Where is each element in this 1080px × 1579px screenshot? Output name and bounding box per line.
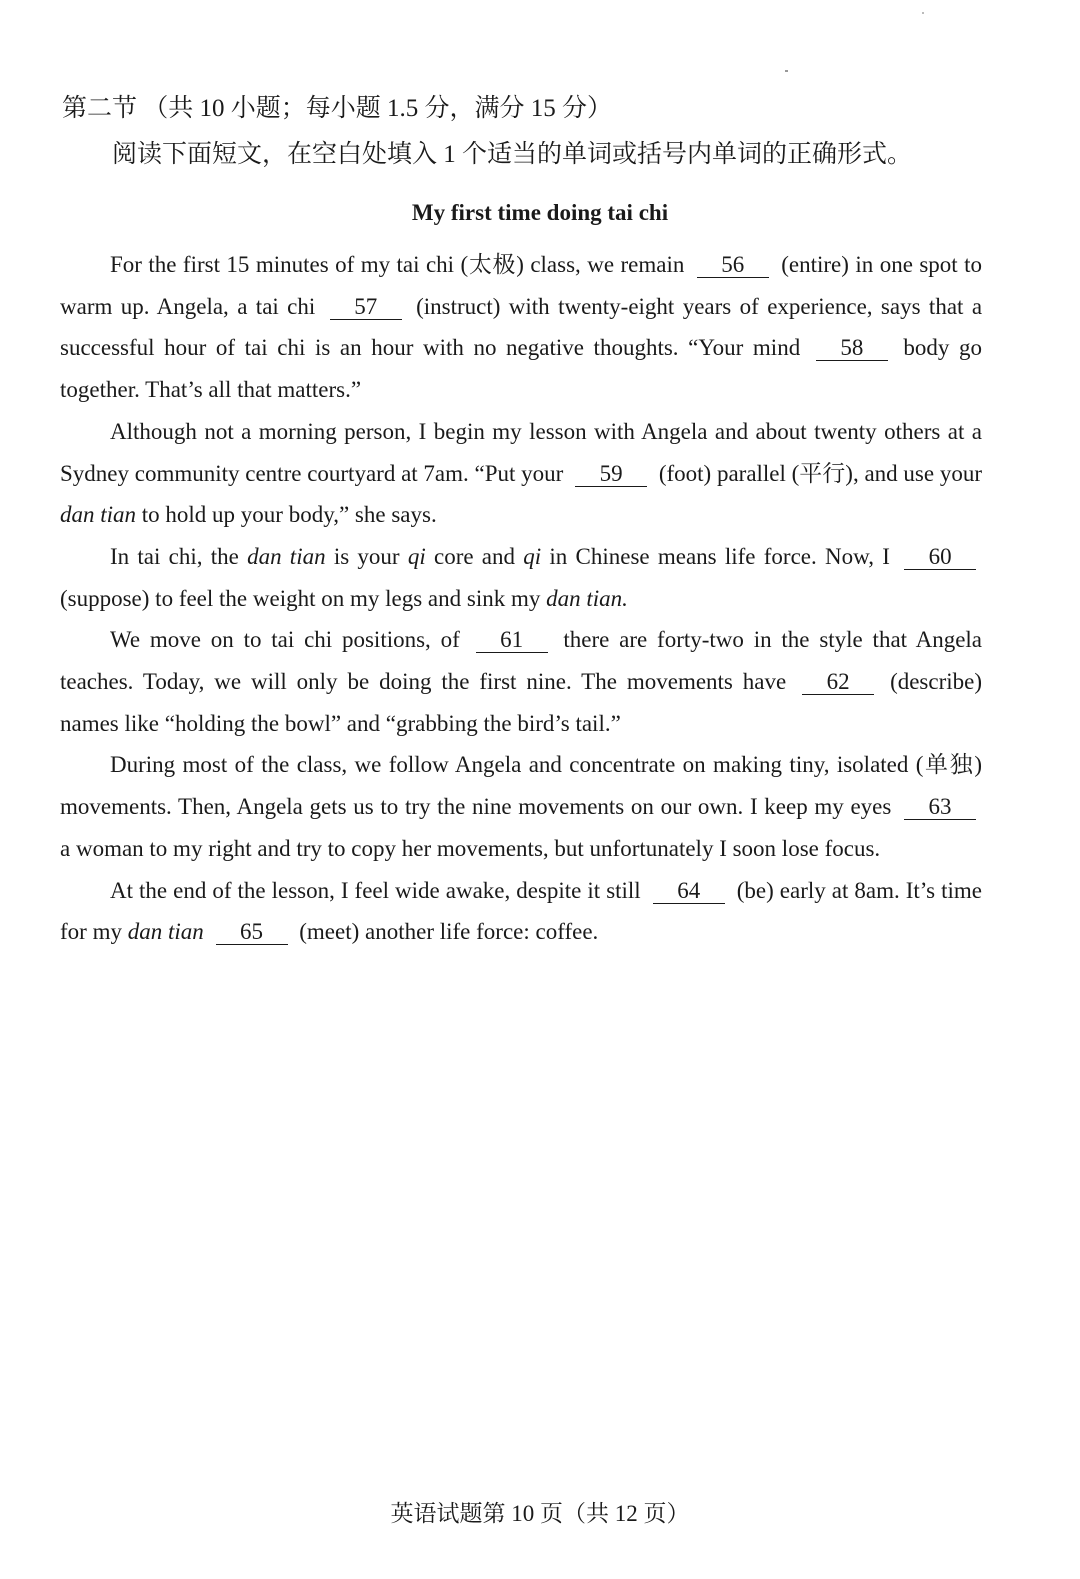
paragraph [60,536,982,619]
italic-term: qi [407,543,426,569]
scan-speck [922,12,924,14]
passage-title: My first time doing tai chi [411,200,669,225]
answer-blank-59[interactable]: 59 [575,462,647,487]
passage-text: in Chinese means life force. Now, I [549,543,890,569]
passage-text: During most of the class, we follow Angela and concentrate on making tiny, isolated (单独) movements. Then, Angela gets us to try the nine movements on our own. I keep my eyes [60,752,982,820]
italic-term: dan tian. [546,585,628,611]
italic-term: qi [523,543,542,569]
passage-text: (instruct) with twenty-eight years of experience, says that a successful hour of tai chi is an hour with no negative thoughts. “Your mind [60,293,983,361]
passage-text: (be) early at 8am. It’s time for my [60,877,982,945]
answer-blank-56[interactable]: 56 [697,253,769,278]
passage-text: (describe) names like “holding the bowl” and “grabbing the bird’s tail.” [60,669,983,736]
italic-term: dan tian [60,502,137,528]
answer-blank-62[interactable]: 62 [802,670,874,695]
passage-text: is your [333,543,400,569]
passage-text: (foot) parallel (平行), and use your [658,460,982,486]
passage-text: At the end of the lesson, I feel wide awake, despite it still [110,877,641,903]
passage-text: Although not a morning person, I begin my lesson with Angela and about twenty others at a Sydney community centre courtyard at 7am. “Put your [60,418,982,486]
passage-text: a woman to my right and try to copy her movements, but unfortunately I soon lose focus. [60,835,881,861]
italic-term: dan tian [127,919,204,945]
instructions: 阅读下面短文，在空白处填入 1 个适当的单词或括号内单词的正确形式。 [112,141,913,168]
answer-blank-63[interactable]: 63 [904,795,976,820]
passage-text: core and [433,543,516,569]
answer-blank-60[interactable]: 60 [904,545,976,570]
passage-text: body go together. That’s all that matters.” [60,335,983,403]
passage-text: We move on to tai chi positions, of [110,627,460,653]
section-heading: 第二节 （共 10 小题；每小题 1.5 分，满分 15 分） [62,95,613,122]
passage-text: (meet) another life force: coffee. [299,919,599,945]
italic-term: dan tian [247,543,326,569]
answer-blank-65[interactable]: 65 [216,920,288,945]
paragraph [60,870,982,953]
paragraph [60,744,982,869]
passage-text: there are forty-two in the style that Angela teaches. Today, we will only be doing the first nine. The movements have [60,627,982,695]
paragraph [60,244,982,411]
paragraph [60,411,982,536]
passage-body [60,244,982,953]
answer-blank-61[interactable]: 61 [476,628,548,653]
answer-blank-57[interactable]: 57 [330,295,402,320]
answer-blank-64[interactable]: 64 [653,879,725,904]
paragraph [60,619,982,744]
answer-blank-58[interactable]: 58 [816,336,888,361]
passage-text: (entire) in one spot to warm up. Angela, a tai chi [60,252,983,319]
scan-speck [785,70,788,72]
passage-text: to hold up your body,” she says. [141,502,437,528]
page-footer: 英语试题第 10 页（共 12 页） [390,1501,690,1526]
passage-text: For the first 15 minutes of my tai chi (太极) class, we remain [110,252,685,277]
passage-text: In tai chi, the [110,543,239,569]
passage-text: (suppose) to feel the weight on my legs and sink my [60,585,541,611]
